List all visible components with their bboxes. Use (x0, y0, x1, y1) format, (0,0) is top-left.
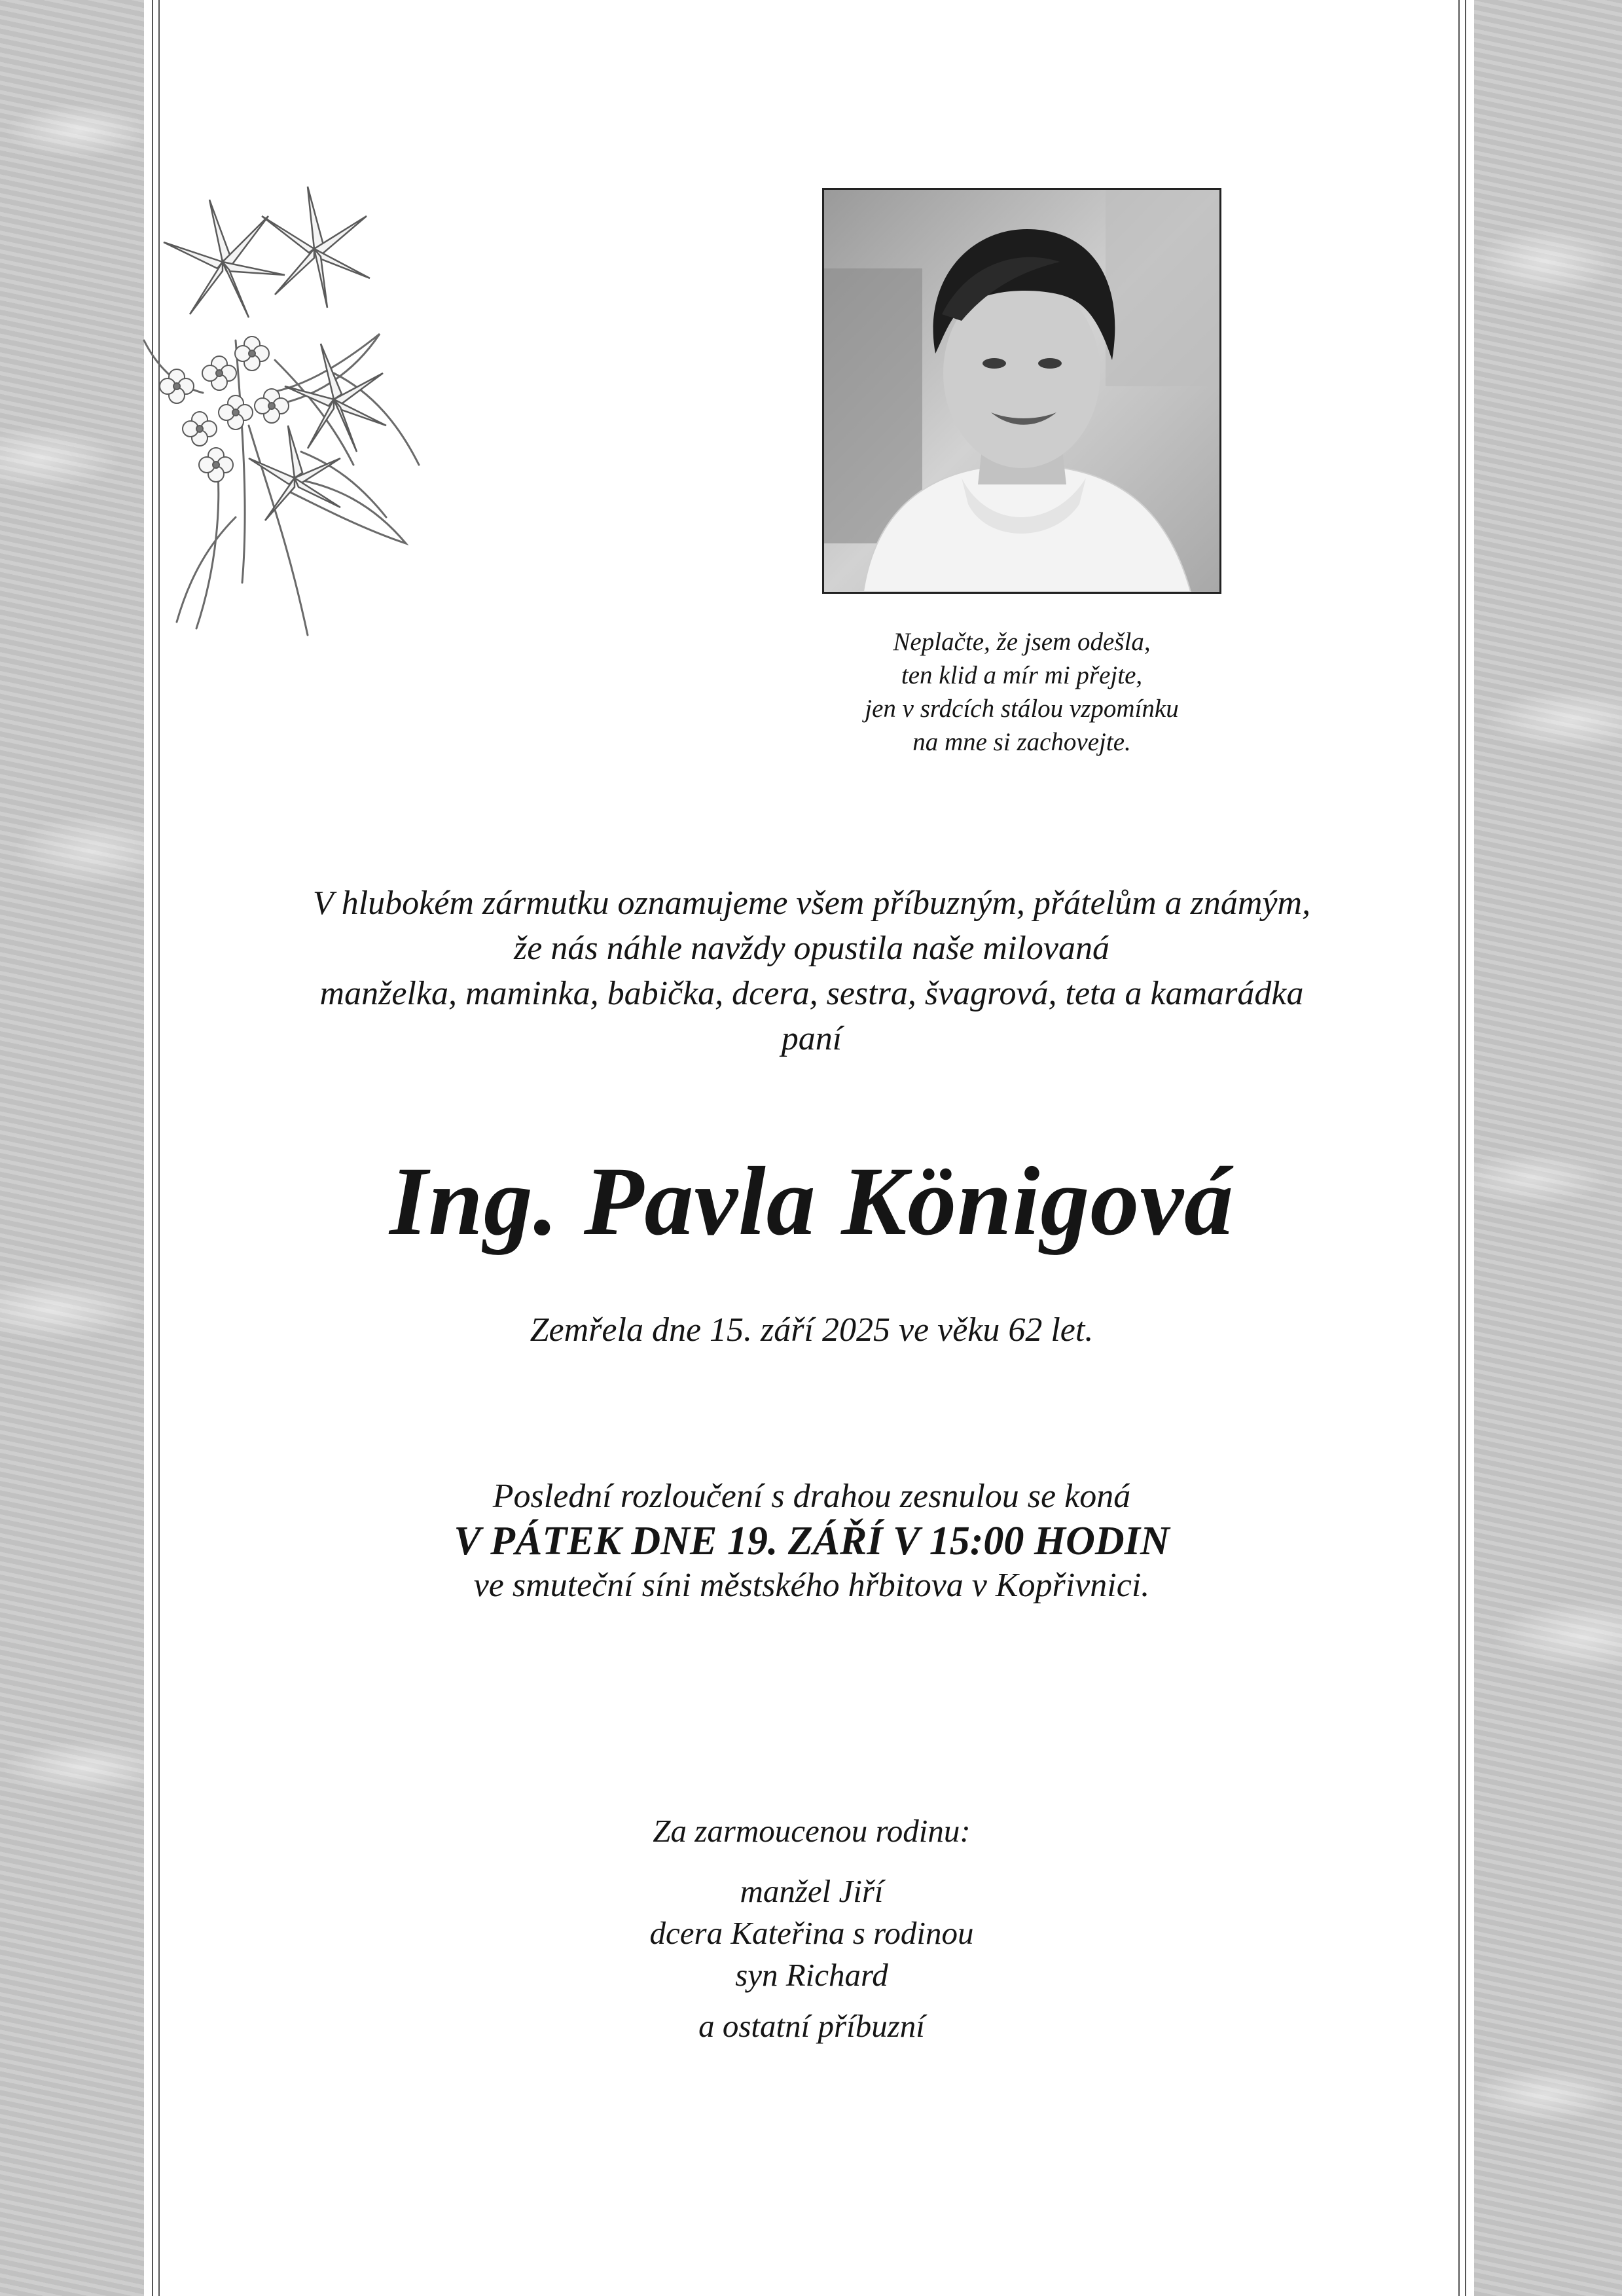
family-member: dcera Kateřina s rodinou (649, 1915, 974, 1951)
announcement-line: že nás náhle navždy opustila naše milovaná (514, 930, 1109, 967)
family-closing: a ostatní příbuzní (698, 2008, 925, 2044)
funeral-location: ve smuteční síni městského hřbitova v Kopřivnici. (473, 1567, 1150, 1604)
deceased-name: Ing. Pavla Königová (389, 1147, 1234, 1256)
lily-flowers-ornament (137, 177, 439, 661)
funeral-details (249, 1476, 1375, 1606)
portrait-photo (822, 188, 1221, 594)
announcement-text (196, 881, 1427, 1061)
poem-line: jen v srdcích stálou vzpomínku (865, 695, 1179, 723)
poem-line: na mne si zachovejte. (912, 728, 1131, 756)
announcement-line: paní (781, 1020, 842, 1057)
family-member: manžel Jiří (740, 1873, 884, 1909)
poem-line: ten klid a mír mi přejte, (901, 661, 1143, 689)
funeral-intro-line: Poslední rozloučení s drahou zesnulou se koná (492, 1478, 1131, 1515)
announcement-line: V hlubokém zármutku oznamujeme všem příbuzným, přátelům a známým, (312, 884, 1311, 922)
family-signature (497, 1810, 1126, 2047)
memorial-poem (757, 625, 1287, 759)
family-heading: Za zarmoucenou rodinu: (653, 1813, 971, 1849)
announcement-line: manželka, maminka, babička, dcera, sestra, švagrová, teta a kamarádka (319, 975, 1304, 1012)
death-date-notice: Zemřela dne 15. září 2025 ve věku 62 let. (530, 1311, 1094, 1349)
poem-line: Neplačte, že jsem odešla, (893, 628, 1151, 656)
family-member: syn Richard (735, 1957, 888, 1993)
funeral-date-time: V PÁTEK DNE 19. ZÁŘÍ V 15:00 HODIN (454, 1519, 1170, 1563)
